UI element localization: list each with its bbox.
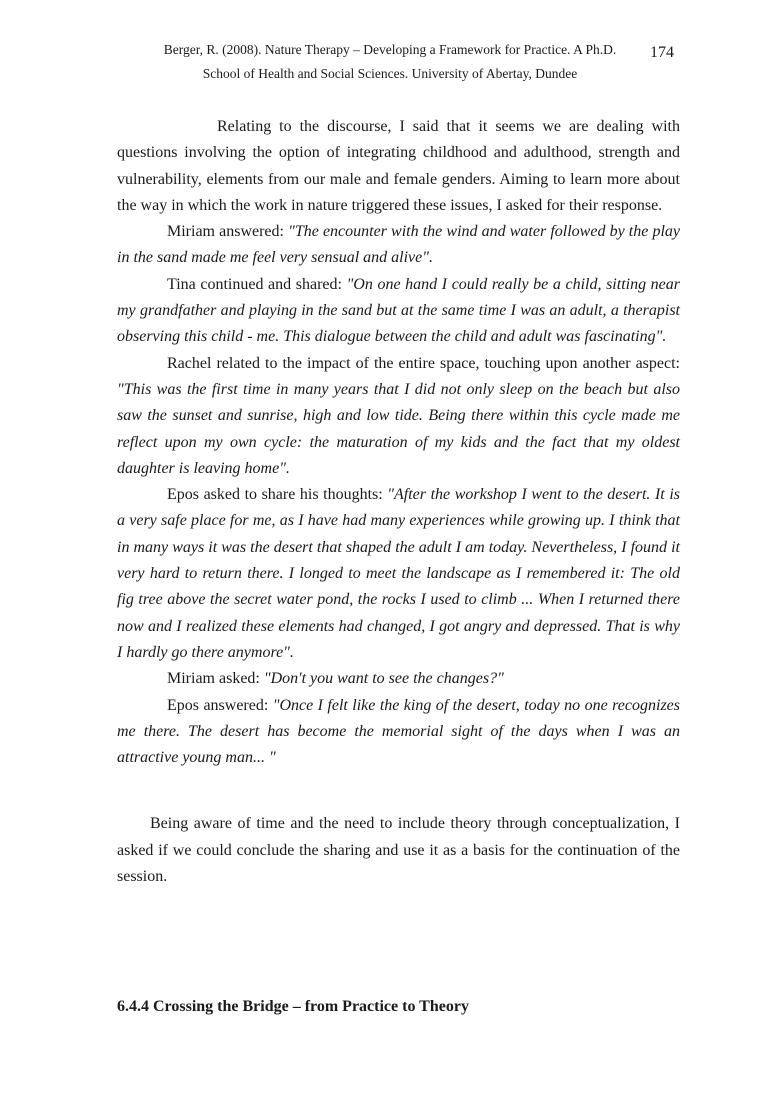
quote-text: "On one hand I could really be a child, sitting near my grandfather and playing in the sand but at the same time I was an adult, a therapist observing this child - me. This dialogue between the child and adult was fascinating".	[117, 275, 681, 346]
speaker-intro: Miriam asked:	[167, 670, 264, 688]
quote-text: "This was the first time in many years that I did not only sleep on the beach but also saw the sunset and sunrise, high and low tide. Being there within this cycle made me reflect upon my own cycle: the maturation of my kids and the fact that my oldest daughter is leaving home".	[117, 380, 680, 477]
paragraph-tina	[117, 272, 680, 351]
paragraph-text: Being aware of time and the need to include theory through conceptualization, I asked if we could conclude the sharing and use it as a basis for the continuation of the session.	[117, 815, 680, 886]
header-institution: School of Health and Social Sciences. University of Abertay, Dundee	[202, 66, 578, 81]
paragraph-text: Relating to the discourse, I said that it seems we are dealing with questions involving the option of integrating childhood and adulthood, strength and vulnerability, elements from our male and female genders. Aiming to learn more about the way in which the work in nature triggered these issues, I asked for their response.	[117, 118, 680, 214]
paragraph-rachel	[117, 351, 680, 482]
speaker-intro: Rachel related to the impact of the entire space, touching upon another aspect:	[167, 354, 680, 372]
paragraph-epos	[117, 482, 680, 666]
page-number: 174	[650, 44, 674, 61]
speaker-intro: Tina continued and shared:	[167, 275, 347, 293]
paragraph-intro	[117, 114, 680, 219]
quote-text: "The encounter with the wind and water followed by the play in the sand made me feel very sensual and alive".	[117, 223, 681, 267]
quote-text: "Don't you want to see the changes?"	[263, 670, 504, 688]
speaker-intro: Miriam answered:	[167, 223, 289, 241]
section-heading: 6.4.4 Crossing the Bridge – from Practice to Theory	[117, 998, 469, 1015]
paragraph-gap	[117, 771, 680, 811]
header-citation: Berger, R. (2008). Nature Therapy – Developing a Framework for Practice. A Ph.D.	[163, 42, 617, 57]
body-text	[117, 114, 680, 890]
quote-text: "After the workshop I went to the desert. It is a very safe place for me, as I have had many experiences while growing up. I think that in many ways it was the desert that shaped the adult I am today. Nevertheless, I found it very hard to return there. I longed to meet the landscape as I remembered it: The old fig tree above the secret water pond, the rocks I used to climb ... When I returned there now and I realized these elements had changed, I got angry and depressed. That is why I hardly go there anymore".	[117, 486, 680, 661]
page-header	[150, 38, 630, 86]
speaker-intro: Epos asked to share his thoughts:	[167, 486, 388, 504]
paragraph-miriam	[117, 219, 680, 272]
paragraph-miriam-asked	[117, 666, 680, 692]
paragraph-conclusion	[117, 811, 680, 890]
paragraph-epos-answered	[117, 693, 680, 772]
quote-text: "Once I felt like the king of the desert, today no one recognizes me there. The desert has become the memorial sight of the days when I was an attractive young man... "	[117, 696, 680, 767]
speaker-intro: Epos answered:	[167, 696, 273, 714]
